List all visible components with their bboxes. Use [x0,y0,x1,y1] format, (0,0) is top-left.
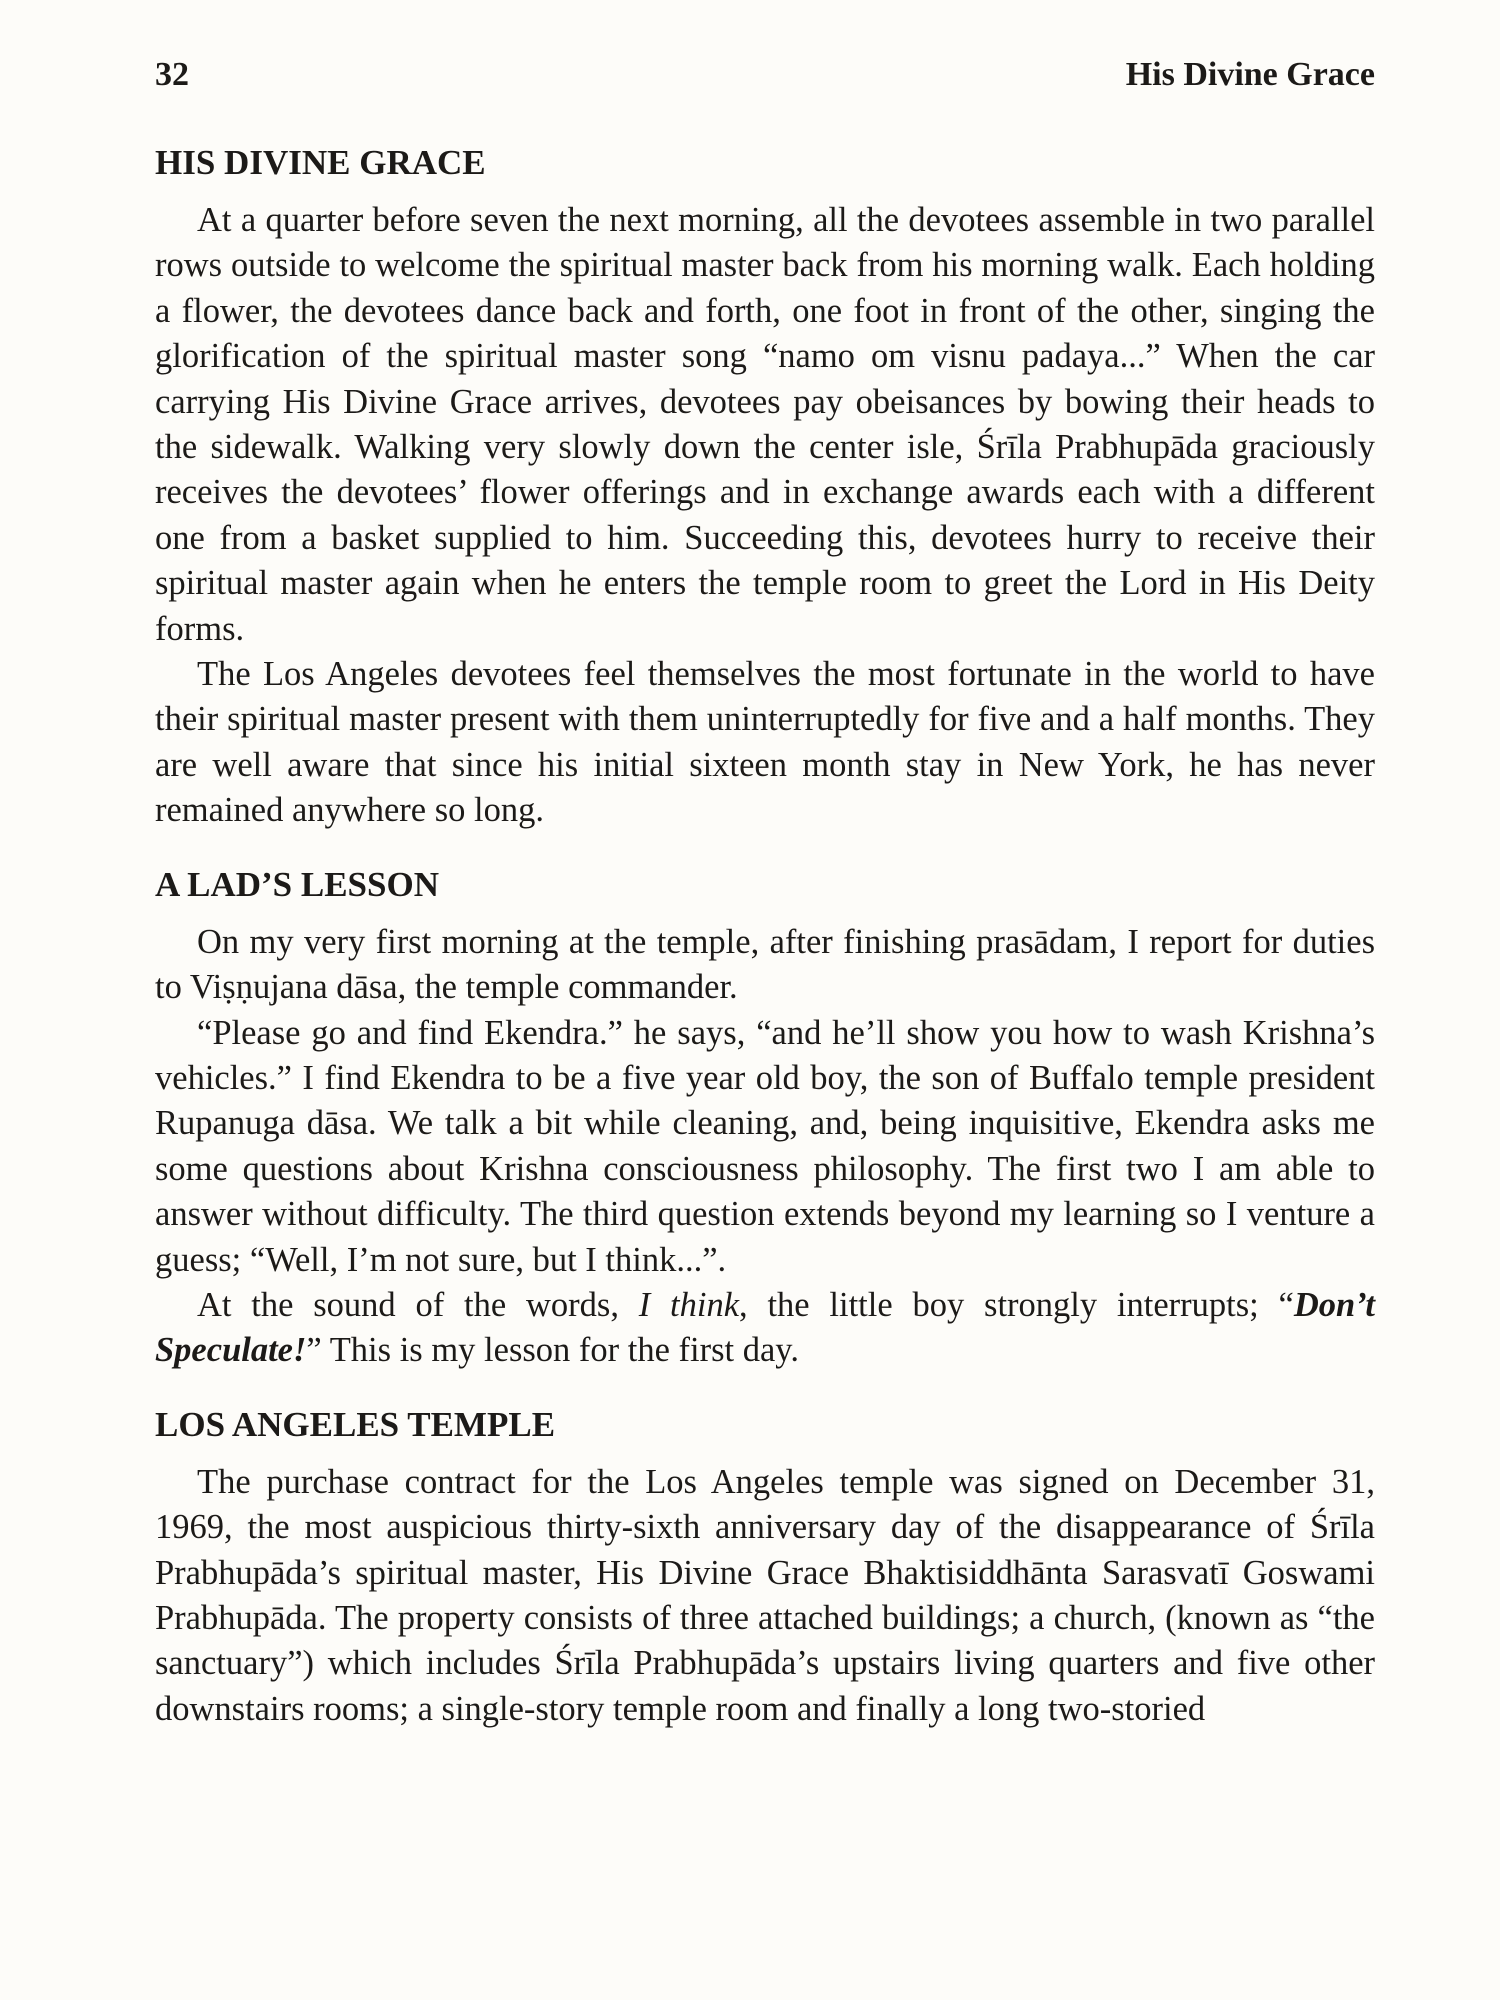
section-heading-los-angeles-temple: LOS ANGELES TEMPLE [155,1404,556,1444]
page-body [155,140,1375,1732]
page-number: 32 [155,56,189,93]
body-paragraph: The Los Angeles devotees feel themselves the most fortunate in the world to have their spiritual master present with them uninterruptedly for five and a half months. They are well aware that since his initial sixteen month stay in New York, he has never remained anywhere so long. [155,655,1375,830]
body-paragraph: On my very first morning at the temple, after finishing prasādam, I report for duties to Viṣṇujana dāsa, the temple commander. [155,922,1375,1007]
section-heading-a-lads-lesson: A LAD’S LESSON [155,864,439,904]
text-run: ” This is my lesson for the first day. [306,1331,799,1370]
body-paragraph-lesson [155,1283,1375,1374]
body-paragraph: The purchase contract for the Los Angeles temple was signed on December 31, 1969, the most auspicious thirty-sixth anniversary day of the disappearance of Śrīla Prabhupāda’s spiritual master, His Divine Grace Bhaktisiddhānta Sarasvatī Goswami Prabhupāda. The property consists of three attached buildings; a church, (known as “the sanctuary”) which includes Śrīla Prabhupāda’s upstairs living quarters and five other downstairs rooms; a single-story temple room and finally a long two-storied [155,1462,1375,1728]
text-run: , the little boy strongly interrupts; “ [739,1285,1294,1324]
running-head [155,50,1375,100]
section-heading-his-divine-grace: HIS DIVINE GRACE [155,143,486,182]
bold-italic-phrase-dont-speculate: Don’t Speculate! [155,1285,1375,1370]
italic-phrase-i-think: I think [638,1285,740,1324]
running-title: His Divine Grace [1125,56,1375,93]
text-run: At the sound of the words, [197,1285,639,1324]
body-paragraph: At a quarter before seven the next morning, all the devotees assemble in two parallel rows outside to welcome the spiritual master back from his morning walk. Each holding a flower, the devotees dance back and forth, one foot in front of the other, singing the glorification of the spiritual master song “namo om visnu padaya...” When the car carrying His Divine Grace arrives, devotees pay obeisances by bowing their heads to the sidewalk. Walking very slowly down the center isle, Śrīla Prabhupāda graciously receives the devotees’ flower offerings and in exchange awards each with a different one from a basket supplied to him. Succeeding this, devotees hurry to receive their spiritual master again when he enters the temple room to greet the Lord in His Deity forms. [155,201,1375,648]
body-paragraph: “Please go and find Ekendra.” he says, “and he’ll show you how to wash Krishna’s vehicles.” I find Ekendra to be a five year old boy, the son of Buffalo temple president Rupanuga dāsa. We talk a bit while cleaning, and, being inquisitive, Ekendra asks me some questions about Krishna consciousness philosophy. The first two I am able to answer without difficulty. The third question extends beyond my learning so I venture a guess; “Well, I’m not sure, but I think...”. [155,1013,1375,1279]
